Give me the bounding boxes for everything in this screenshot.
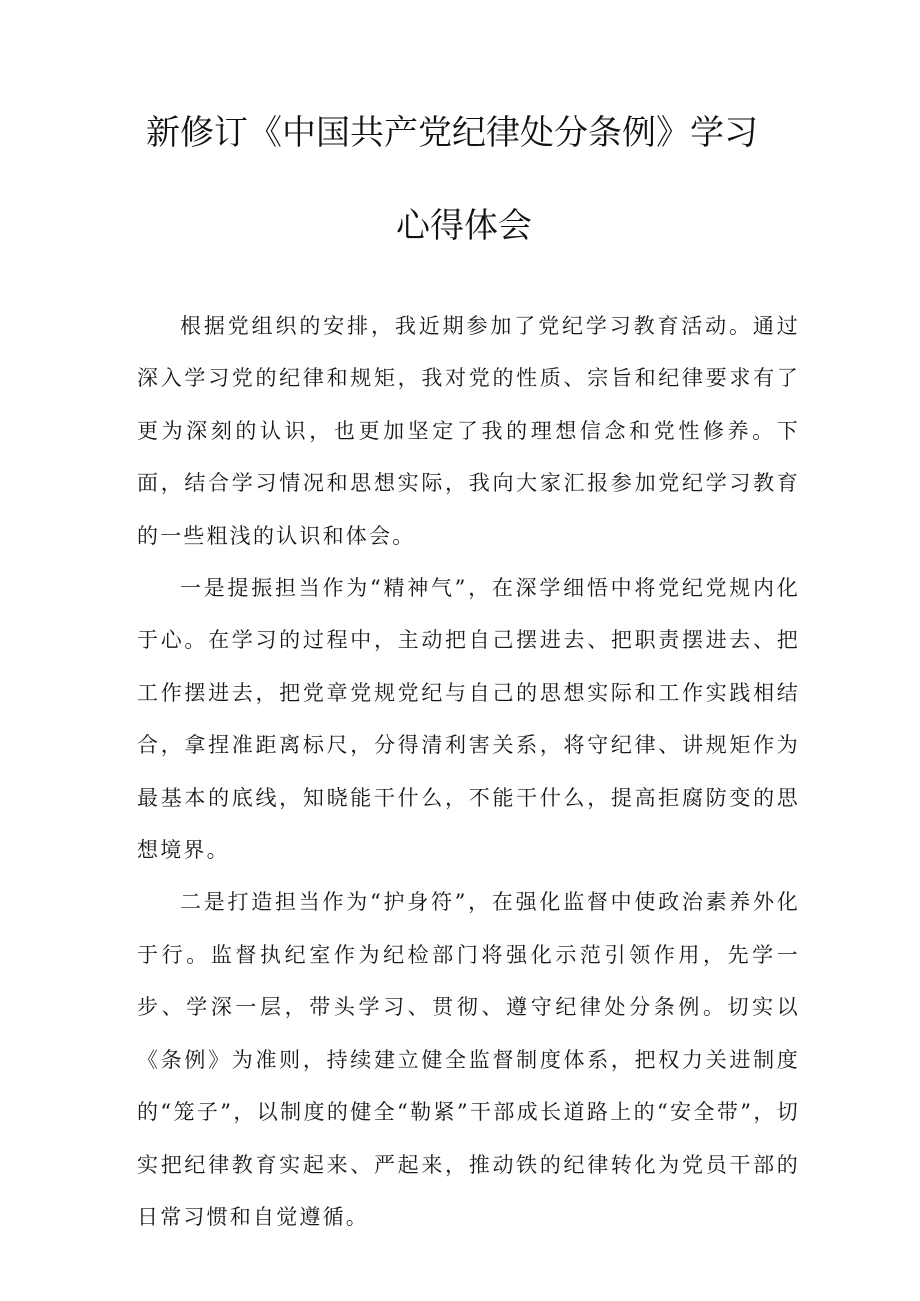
document-title-line-1: 新修订《中国共产党纪律处分条例》学习	[146, 113, 758, 153]
document-title-line-2: 心得体会	[396, 206, 532, 246]
paragraph-point-two: 二是打造担当作为“护身符”，在强化监督中使政治素养外化于行。监督执纪室作为纪检部门将强化示范引领作用，先学一步、学深一层，带头学习、贯彻、遵守纪律处分条例。切实以《条例》为准则，持续建立健全监督制度体系，把权力关进制度的“笼子”，以制度的健全“勒紧”干部成长道路上的“安全带”，切实把纪律教育实起来、严起来，推动铁的纪律转化为党员干部的日常习惯和自觉遵循。	[137, 890, 800, 1229]
paragraph-point-one: 一是提振担当作为“精神气”，在深学细悟中将党纪党规内化于心。在学习的过程中，主动把自己摆进去、把职责摆进去、把工作摆进去，把党章党规党纪与自己的思想实际和工作实践相结合，拿捏准距离标尺，分得清利害关系，将守纪律、讲规矩作为最基本的底线，知晓能干什么，不能干什么，提高拒腐防变的思想境界。	[137, 576, 800, 863]
document-body	[137, 300, 800, 1243]
paragraph-intro: 根据党组织的安排，我近期参加了党纪学习教育活动。通过深入学习党的纪律和规矩，我对党的性质、宗旨和纪律要求有了更为深刻的认识，也更加坚定了我的理想信念和党性修养。下面，结合学习情况和思想实际，我向大家汇报参加党纪学习教育的一些粗浅的认识和体会。	[137, 314, 800, 548]
